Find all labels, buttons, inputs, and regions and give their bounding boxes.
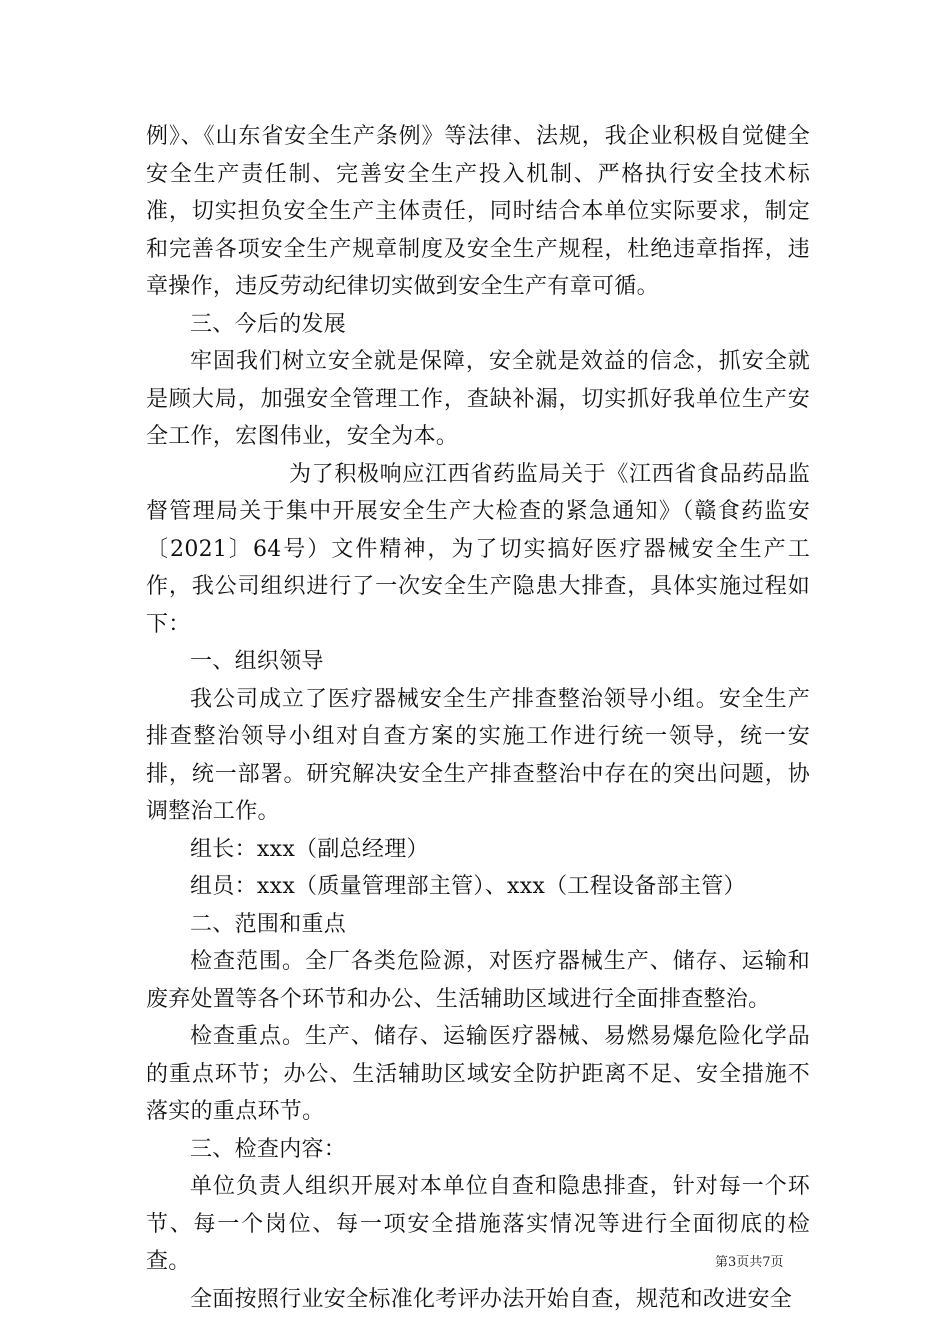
section-heading-future-development: 三、今后的发展 <box>190 311 347 337</box>
paragraph-safety-belief: 牢固我们树立安全就是保障，安全就是效益的信念，抓安全就是顾大局，加强安全管理工作，查缺补漏，切实抓好我单位生产安全工作，宏图伟业，安全为本。 <box>146 349 810 449</box>
paragraph-group-members: 组员：xxx（质量管理部主管）、xxx（工程设备部主管） <box>190 874 746 899</box>
paragraph-continuation: 例》、《山东省安全生产条例》等法律、法规，我企业积极自觉健全安全生产责任制、完善安全生产投入机制、严格执行安全技术标准，切实担负安全生产主体责任，同时结合本单位实际要求，制定和完善各项安全生产规章制度及安全生产规程，杜绝违章指挥，违章操作，违反劳动纪律切实做到安全生产有章可循。 <box>146 124 810 299</box>
paragraph-self-inspection: 单位负责人组织开展对本单位自查和隐患排查，针对每一个环节、每一个岗位、每一项安全措施落实情况等进行全面彻底的检查。 <box>146 1174 810 1274</box>
paragraph-standardization: 全面按照行业安全标准化考评办法开始自查，规范和改进安全 <box>190 1286 793 1312</box>
paragraph-inspection-scope: 检查范围。全厂各类危险源，对医疗器械生产、储存、运输和废弃处置等各个环节和办公、生活辅助区域进行全面排查整治。 <box>146 949 810 1012</box>
section-heading-scope: 二、范围和重点 <box>190 911 347 937</box>
document-body <box>146 118 810 1318</box>
paragraph-leadership-group: 我公司成立了医疗器械安全生产排查整治领导小组。安全生产排查整治领导小组对自查方案的实施工作进行统一领导，统一安排，统一部署。研究解决安全生产排查整治中存在的突出问题，协调整治工作。 <box>146 686 810 824</box>
paragraph-inspection-intro: 为了积极响应江西省药监局关于《江西省食品药品监督管理局关于集中开展安全生产大检查的紧急通知》（赣食药监安〔2021〕64号）文件精神，为了切实搞好医疗器械安全生产工作，我公司组织进行了一次安全生产隐患大排查，具体实施过程如下： <box>146 461 810 637</box>
paragraph-group-leader: 组长：xxx（副总经理） <box>190 836 429 862</box>
paragraph-inspection-focus: 检查重点。生产、储存、运输医疗器械、易燃易爆危险化学品的重点环节；办公、生活辅助区域安全防护距离不足、安全措施不落实的重点环节。 <box>146 1024 810 1124</box>
section-heading-organization: 一、组织领导 <box>190 649 324 674</box>
page-number-footer: 第3页共7页 <box>715 1255 784 1270</box>
section-heading-content: 三、检查内容： <box>190 1136 347 1162</box>
